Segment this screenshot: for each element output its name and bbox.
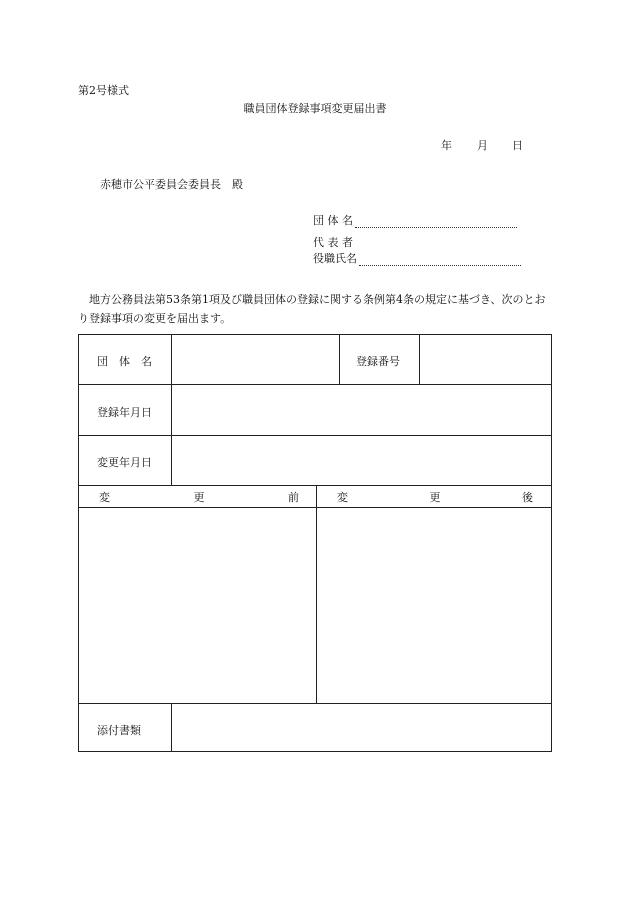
date-month-label: 月: [477, 139, 488, 152]
date-year-label: 年: [441, 139, 452, 152]
attachments-cell-label: 添付書類: [97, 724, 141, 737]
org-name-label: 団 体 名: [313, 214, 353, 227]
registration-change-table: [78, 334, 552, 752]
addressee: 赤穂市公平委員会委員長 殿: [100, 178, 243, 191]
org-name-field: [313, 212, 517, 228]
org-name-cell-label: 団 体 名: [97, 355, 152, 368]
form-number: 第2号様式: [78, 84, 129, 97]
attachments-input-cell[interactable]: [172, 704, 551, 751]
date-day-label: 日: [512, 139, 523, 152]
representative-name-blank[interactable]: [359, 254, 521, 266]
registration-date-cell-label: 登録年月日: [97, 406, 152, 419]
after-change-input-cell[interactable]: [317, 508, 551, 703]
body-text: 地方公務員法第53条第1項及び職員団体の登録に関する条例第4条の規定に基づき、次のとおり登録事項の変更を届出ます。: [78, 293, 546, 325]
representative-label: 代 表 者: [313, 236, 353, 249]
representative-title-label: 役職氏名: [313, 252, 357, 265]
change-date-cell-label: 変更年月日: [97, 456, 152, 469]
representative-name-field: [313, 250, 521, 266]
change-date-input-cell[interactable]: [172, 436, 551, 485]
before-change-input-cell[interactable]: [79, 508, 316, 703]
org-name-input-cell[interactable]: [172, 335, 339, 384]
registration-number-input-cell[interactable]: [420, 335, 551, 384]
registration-number-cell-label: 登録番号: [356, 355, 400, 368]
registration-date-input-cell[interactable]: [172, 385, 551, 435]
document-title: 職員団体登録事項変更届出書: [243, 102, 387, 115]
org-name-blank[interactable]: [355, 216, 517, 228]
before-change-header: 変 更 前: [99, 491, 299, 504]
after-change-header: 変 更 後: [337, 491, 533, 504]
